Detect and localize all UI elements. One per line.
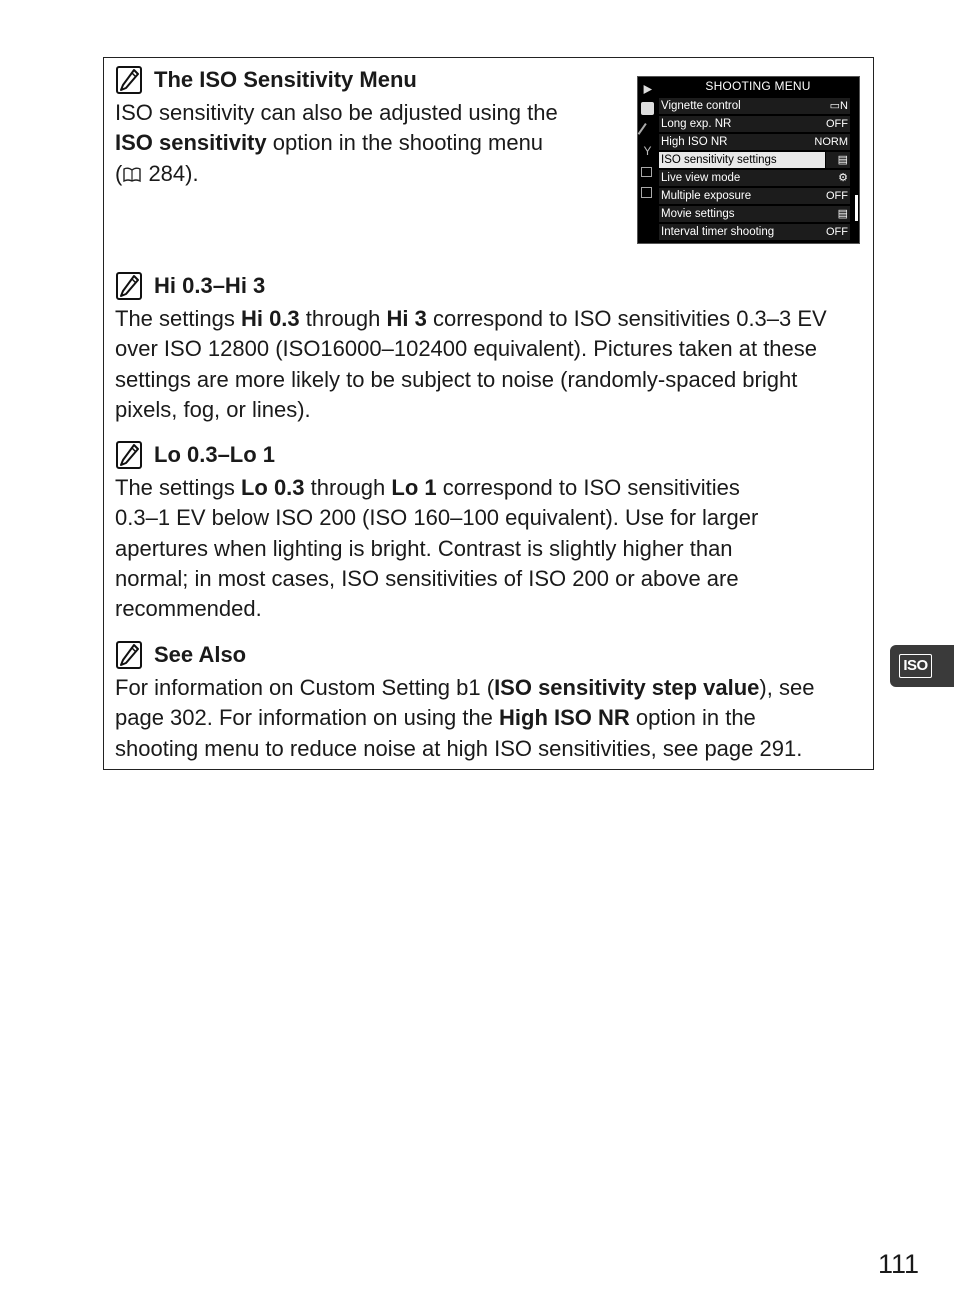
menu-side-icons [638,77,657,243]
retouch-icon [641,167,652,177]
note-heading-hi [116,272,265,300]
menu-item: Long exp. NR OFF [659,116,850,134]
menu-item: Vignette control ▭N [659,98,850,116]
menu-item-selected: ISO sensitivity settings [659,152,825,170]
menu-title: SHOOTING MENU [705,79,811,93]
pencil-note-icon [116,272,142,300]
playback-icon [641,83,654,96]
wrench-icon: Y [643,144,652,158]
note-heading-iso-menu [116,66,417,94]
note-heading-see-also [116,641,246,669]
note-body-iso-menu: ISO sensitivity can also be adjusted using the ISO sensitivity option in the shooting menu ( 284). [115,100,558,186]
pencil-note-icon [116,641,142,669]
note-title: See Also [154,642,247,667]
note-body-see-also: For information on Custom Setting b1 (ISO sensitivity step value), see page 302. For information on using the High ISO NR option in the shooting menu to reduce noise at high ISO sensitivities, see page 291. [115,675,815,761]
note-title: The ISO Sensitivity Menu [154,67,417,92]
menu-item: Interval timer shooting OFF [659,224,850,242]
pencil-note-icon [116,66,142,94]
note-body-hi: The settings Hi 0.3 through Hi 3 correspond to ISO sensitivities 0.3–3 EV over ISO 12800 (ISO16000–102400 equivalent). Pictures taken at these settings are more likely to be subject to noise (randomly-spaced bright pixels, fog, or lines). [115,306,827,422]
notes-box [103,57,874,770]
menu-item: Multiple exposure OFF [659,188,850,206]
note-title: Hi 0.3–Hi 3 [154,273,266,298]
menu-item: Live view mode ⚙ [659,170,850,188]
menu-item: Movie settings ▤ [659,206,850,224]
note-body-lo: The settings Lo 0.3 through Lo 1 correspond to ISO sensitivities 0.3–1 EV below ISO 200 (ISO 160–100 equivalent). Use for larger apertures when lighting is bright. Contrast is slightly higher than normal; in most cases, ISO sensitivities of ISO 200 or above are recommended. [115,475,759,622]
menu-item-value: ▤ [826,152,850,170]
pencil-icon [638,123,649,136]
page-number: 111 [878,1249,920,1279]
pencil-note-icon [116,441,142,469]
menu-scrollbar [855,195,858,221]
iso-section-tab [890,645,954,687]
iso-tab-label: ISO [899,654,932,678]
note-heading-lo [116,441,275,469]
camera-icon [641,102,654,115]
book-reference-icon [122,167,142,183]
my-menu-icon [641,187,652,198]
note-title: Lo 0.3–Lo 1 [154,442,276,467]
shooting-menu-screenshot [637,76,860,244]
menu-item: High ISO NR NORM [659,134,850,152]
